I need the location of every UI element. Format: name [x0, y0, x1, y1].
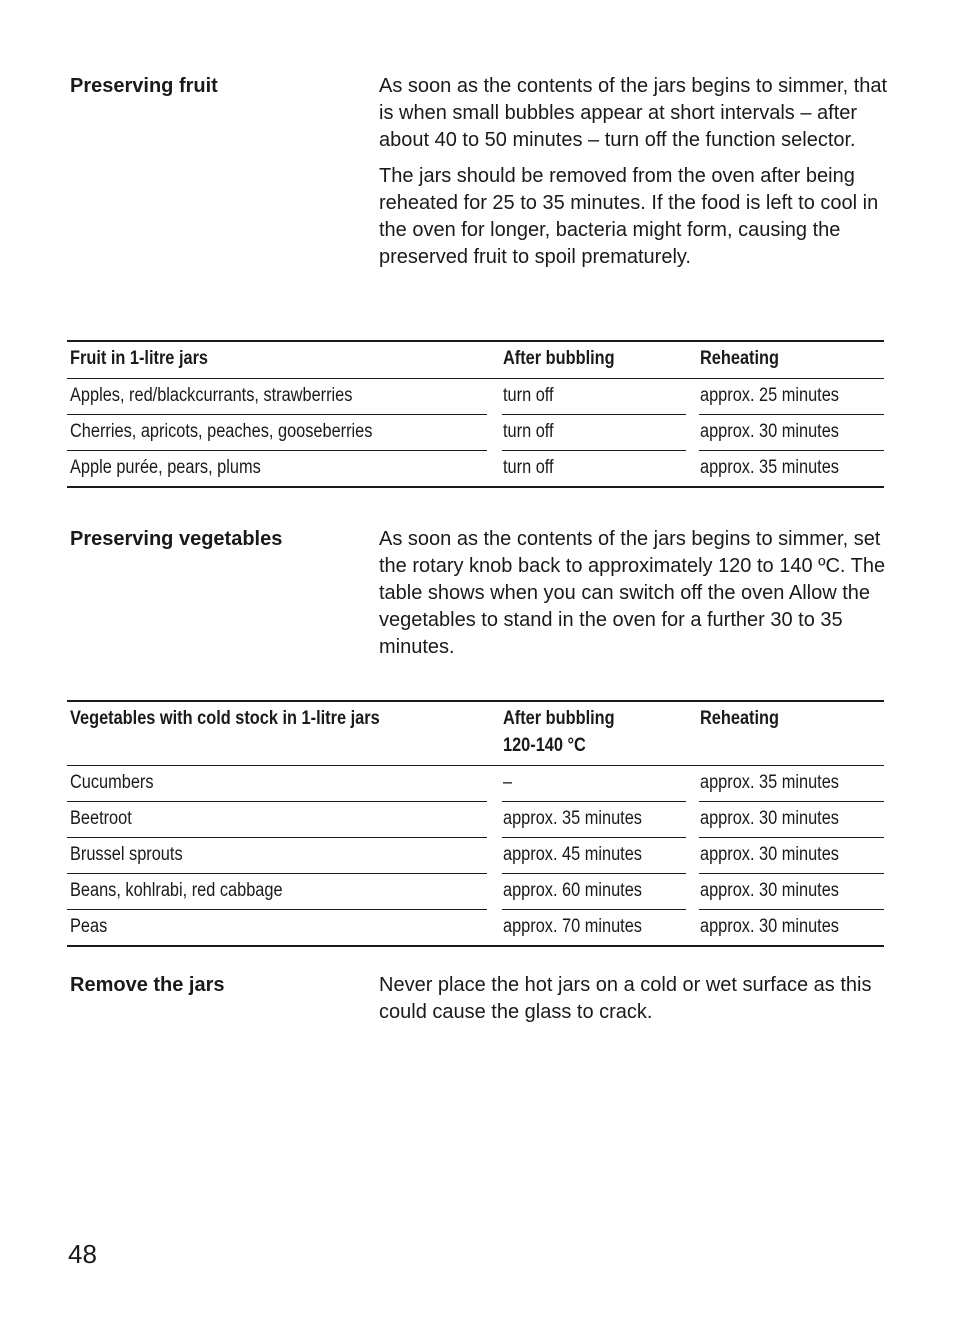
table-cell: turn off — [503, 457, 554, 478]
table-cell: Beetroot — [67, 802, 487, 838]
table-cell: – — [502, 766, 686, 802]
table-row — [67, 415, 884, 451]
table-cell: approx. 60 minutes — [502, 874, 686, 910]
page-number: 48 — [68, 1239, 97, 1269]
table-cell: Cherries, apricots, peaches, gooseberries — [67, 415, 487, 451]
table-row — [67, 874, 884, 910]
table-row — [67, 838, 884, 874]
table-row — [67, 379, 884, 415]
fruit-table — [67, 340, 884, 488]
table-cell: approx. 30 minutes — [699, 802, 884, 838]
column-header: After bubbling 120-140 °C — [502, 702, 686, 765]
vegetables-table — [67, 700, 884, 947]
section-label-remove-jars: Remove the jars — [70, 974, 225, 996]
table-cell: approx. 30 minutes — [700, 916, 839, 937]
table-cell: approx. 35 minutes — [502, 802, 686, 838]
section-body-preserving-fruit — [379, 73, 889, 280]
column-header: Fruit in 1-litre jars — [70, 348, 209, 369]
column-header: After bubbling — [503, 348, 615, 369]
paragraph: As soon as the contents of the jars begins to simmer, that is when small bubbles appear at short intervals – after about 40 to 50 minutes – turn off the function selector. — [379, 75, 888, 151]
table-cell: Apples, red/blackcurrants, strawberries — [67, 379, 487, 415]
table-row — [67, 766, 884, 802]
section-label-preserving-vegetables: Preserving vegetables — [70, 528, 283, 550]
table-cell: approx. 70 minutes — [503, 916, 642, 937]
table-cell: Brussel sprouts — [67, 838, 487, 874]
paragraph: The jars should be removed from the oven after being reheated for 25 to 35 minutes. If the food is left to cool in the oven for longer, bacteria might form, causing the preserved fruit to spoil prematurely. — [379, 165, 879, 268]
paragraph: As soon as the contents of the jars begins to simmer, set the rotary knob back to approximately 120 to 140 ºC. The table shows when you can switch off the oven Allow the vegetables to stand in the oven for a further 30 to 35 minutes. — [379, 528, 886, 658]
table-header — [67, 702, 884, 766]
table-cell: turn off — [502, 415, 686, 451]
table-cell: Apple purée, pears, plums — [70, 457, 261, 478]
table-cell: approx. 35 minutes — [700, 457, 839, 478]
table-cell: turn off — [502, 379, 686, 415]
column-header-subtitle: 120-140 °C — [503, 735, 586, 756]
table-cell: Beans, kohlrabi, red cabbage — [67, 874, 487, 910]
table-row — [67, 910, 884, 945]
table-cell: approx. 30 minutes — [699, 415, 884, 451]
paragraph: Never place the hot jars on a cold or wet surface as this could cause the glass to crack. — [379, 974, 872, 1023]
table-cell: approx. 30 minutes — [699, 874, 884, 910]
table-cell: approx. 25 minutes — [699, 379, 884, 415]
table-cell: approx. 30 minutes — [699, 838, 884, 874]
table-row — [67, 802, 884, 838]
section-body-remove-jars — [379, 972, 889, 1035]
table-cell: approx. 35 minutes — [699, 766, 884, 802]
table-cell: Peas — [70, 916, 108, 937]
table-cell: Cucumbers — [67, 766, 487, 802]
table-row — [67, 451, 884, 486]
column-header: Vegetables with cold stock in 1-litre jars — [70, 708, 380, 729]
table-header — [67, 342, 884, 379]
section-label-preserving-fruit: Preserving fruit — [70, 75, 218, 97]
column-header: Reheating — [700, 348, 779, 369]
table-cell: approx. 45 minutes — [502, 838, 686, 874]
column-header: Reheating — [700, 708, 779, 729]
section-body-preserving-vegetables — [379, 526, 889, 670]
